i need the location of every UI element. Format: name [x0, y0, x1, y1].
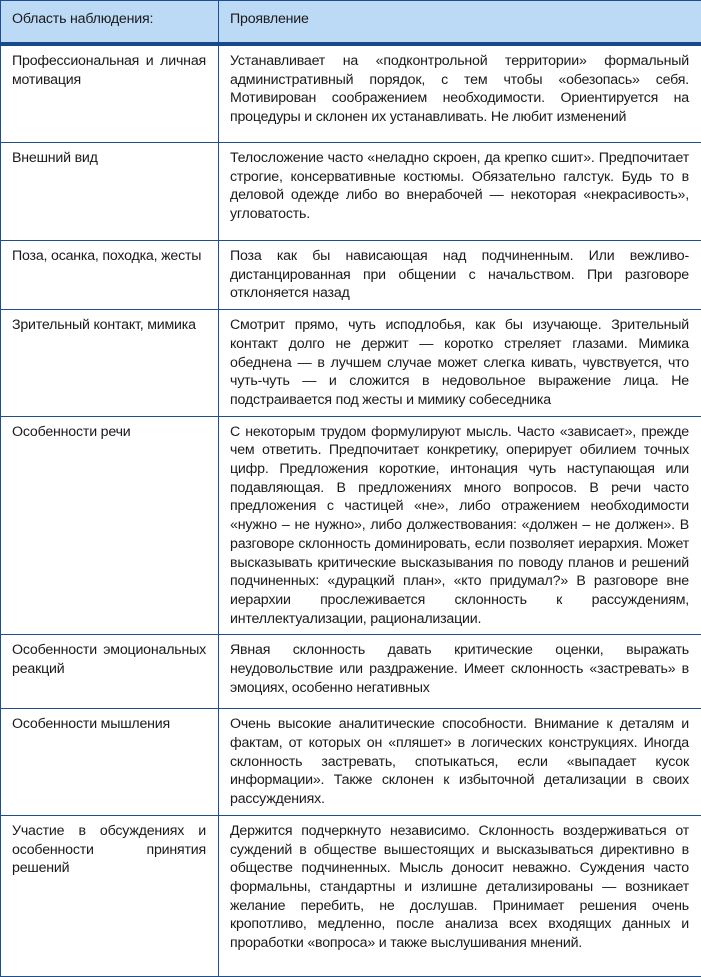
table-row	[1, 635, 701, 709]
row-manifestation-cell: Держится подчеркнуто независимо. Склонность воздерживаться от суждений в обществе вышестоящих и высказываться директивно в обществе подчиненных. Мысль доносит неважно. Суждения часто формальны, стандартны и излишне детализированы — возникает желание перебить, не дослушав. Принимает решения очень кропотливо, медленно, после анализа всех входящих данных и проработки «вопроса» и также выслушивания мнений.	[219, 815, 701, 976]
table-header	[1, 1, 701, 45]
table-body	[1, 44, 701, 976]
row-area-cell: Особенности речи	[1, 416, 219, 635]
row-manifestation-cell: Смотрит прямо, чуть исподлобья, как бы изучающе. Зрительный контакт долго не держит — коротко стреляет глазами. Мимика обеднена — в лучшем случае может слегка кивать, чувствуется, что чуть-чуть — и сложится в недовольное выражение лица. Не подстраивается под жесты и мимику собеседника	[219, 310, 701, 417]
table-row	[1, 44, 701, 143]
row-area-cell: Профессиональная и личная мотивация	[1, 44, 219, 143]
row-area-cell: Участие в обсуждениях и особенности принятия решений	[1, 815, 219, 976]
row-manifestation-cell: Поза как бы нависающая над подчиненным. Или вежливо-дистанцированная при общении с начальством. При разговоре отклоняется назад	[219, 241, 701, 310]
table-row	[1, 416, 701, 635]
row-manifestation-cell: Телосложение часто «неладно скроен, да крепко сшит». Предпочитает строгие, консервативные костюмы. Обязательно галстук. Будь то в деловой одежде либо во внерабочей — некоторая «некрасивость», угловатость.	[219, 143, 701, 241]
header-row	[1, 1, 701, 45]
header-observation-area: Область наблюдения:	[1, 1, 219, 45]
row-area-cell: Особенности эмоциональных реакций	[1, 635, 219, 709]
row-area-cell: Внешний вид	[1, 143, 219, 241]
row-area-cell: Поза, осанка, походка, жесты	[1, 241, 219, 310]
table-row	[1, 815, 701, 976]
header-manifestation: Проявление	[219, 1, 701, 45]
row-area-cell: Зрительный контакт, мимика	[1, 310, 219, 417]
row-area-cell: Особенности мышления	[1, 709, 219, 816]
table-row	[1, 709, 701, 816]
row-manifestation-cell: Устанавливает на «подконтрольной территории» формальный административный порядок, с тем чтобы «обезопась» себя. Мотивирован соображением необходимости. Ориентируется на процедуры и склонен их устанавливать. Не любит изменений	[219, 44, 701, 143]
row-manifestation-cell: Очень высокие аналитические способности. Внимание к деталям и фактам, от которых он «пляшет» в логических конструкциях. Иногда склонность застревать, спотыкаться, если «выпадает кусок информации». Также склонен к избыточной детализации в своих рассуждениях.	[219, 709, 701, 816]
table-row	[1, 310, 701, 417]
row-manifestation-cell: С некоторым трудом формулируют мысль. Часто «зависает», прежде чем ответить. Предпочитает конкретику, оперирует обилием точных цифр. Предложения короткие, интонация чуть наступающая или подавляющая. В предложениях много вопросов. В речи часто предложения с частицей «не», либо отражением необходимости «нужно – не нужно», либо должествования: «должен – не должен». В разговоре склонность доминировать, если позволяет иерархия. Может высказывать критические высказывания по поводу планов и решений подчиненных: «дурацкий план», «кто придумал?» В разговоре вне иерархии прослеживается склонность к рассуждениям, интеллектуализации, рационализации.	[219, 416, 701, 635]
table-row	[1, 241, 701, 310]
table-row	[1, 143, 701, 241]
row-manifestation-cell: Явная склонность давать критические оценки, выражать неудовольствие или раздражение. Имеет склонность «застревать» в эмоциях, особенно негативных	[219, 635, 701, 709]
